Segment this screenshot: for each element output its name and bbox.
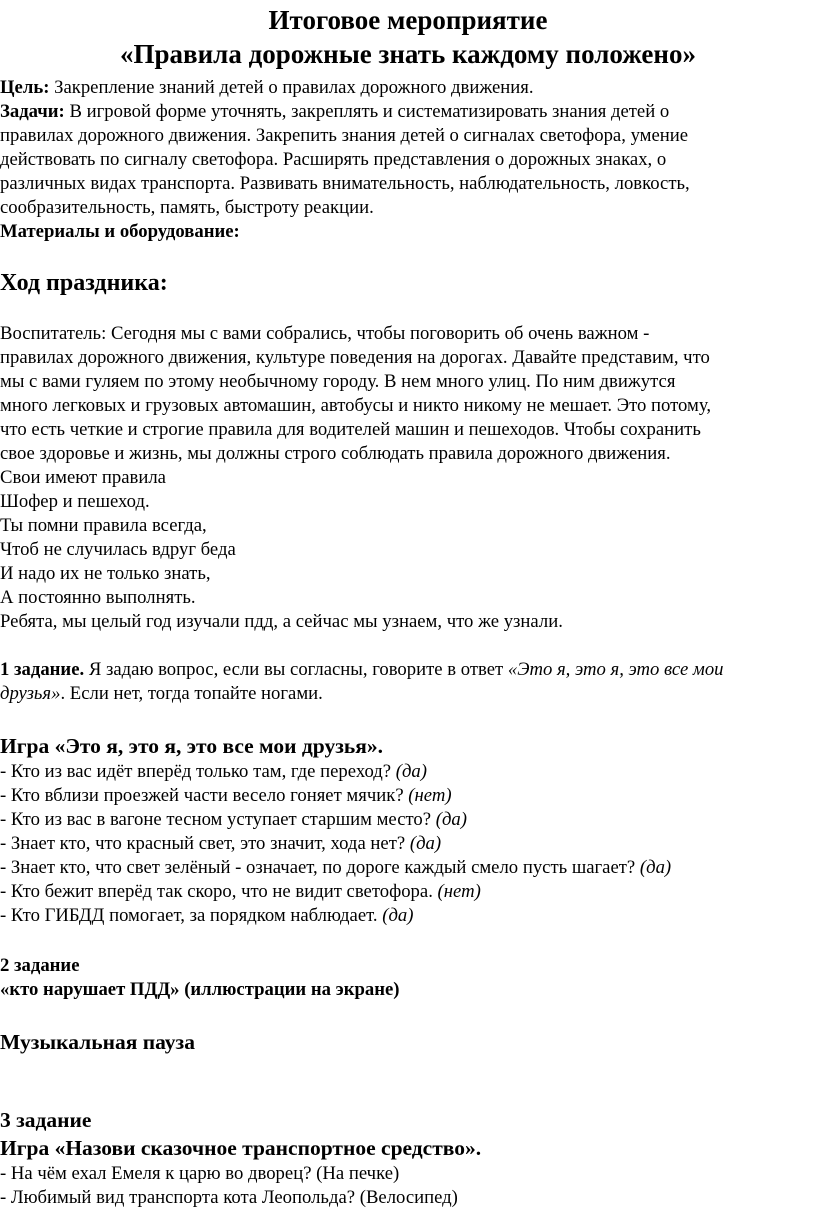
task1-line	[0, 682, 323, 706]
task1-quote-cont: друзья»	[0, 683, 61, 704]
answer-text: (нет)	[408, 785, 452, 806]
game1-item	[0, 856, 671, 880]
poem-line: Шофер и пешеход.	[0, 491, 150, 512]
intro-line: много легковых и грузовых автомашин, автобусы и никто никому не мешает. Это потому,	[0, 395, 712, 416]
tasks-label: Задачи:	[0, 101, 65, 122]
game1-item	[0, 784, 452, 808]
task2-subtitle: «кто нарушает ПДД» (иллюстрации на экране)	[0, 979, 400, 1000]
game1-item	[0, 760, 427, 784]
tasks-line: различных видах транспорта. Развивать внимательность, наблюдательность, ловкость,	[0, 173, 690, 194]
question-text: - Кто из вас идёт вперёд только там, где переход?	[0, 761, 396, 782]
answer-text: (да)	[382, 905, 414, 926]
question-text: - Кто вблизи проезжей части весело гоняет мячик?	[0, 785, 409, 806]
poem-line: А постоянно выполнять.	[0, 587, 196, 608]
tasks-line	[0, 100, 669, 124]
game1-item	[0, 808, 467, 832]
answer-text: (нет)	[437, 881, 481, 902]
tasks-text: В игровой форме уточнять, закреплять и систематизировать знания детей о	[64, 101, 670, 122]
poem-line: Чтоб не случилась вдруг беда	[0, 539, 236, 560]
task2-label: 2 задание	[0, 955, 80, 976]
answer-text: (да)	[639, 857, 672, 878]
game2-item: - Любимый вид транспорта кота Леопольда? (Велосипед)	[0, 1187, 458, 1208]
poem-line: И надо их не только знать,	[0, 563, 211, 584]
answer-text: (да)	[409, 833, 442, 854]
intro-line: что есть четкие и строгие правила для водителей машин и пешеходов. Чтобы сохранить	[0, 419, 701, 440]
game1-title: Игра «Это я, это я, это все мои друзья».	[0, 734, 383, 758]
intro-line: правилах дорожного движения, культуре поведения на дорогах. Давайте представим, что	[0, 347, 710, 368]
poem-line: Свои имеют правила	[0, 467, 166, 488]
progress-heading: Ход праздника:	[0, 270, 168, 296]
task1-quote: «Это я, это я, это все мои	[507, 659, 724, 680]
materials-heading: Материалы и оборудование:	[0, 221, 240, 242]
question-text: - Знает кто, что свет зелёный - означает, по дороге каждый смело пусть шагает?	[0, 857, 640, 878]
task1-text-end: . Если нет, тогда топайте ногами.	[60, 683, 323, 704]
task1-line	[0, 658, 724, 682]
tasks-line: правилах дорожного движения. Закрепить знания детей о сигналах светофора, умение	[0, 125, 689, 146]
answer-text: (да)	[435, 809, 467, 830]
music-pause-heading: Музыкальная пауза	[0, 1030, 195, 1054]
goal-line	[0, 76, 534, 100]
question-text: - Знает кто, что красный свет, это значит, хода нет?	[0, 833, 410, 854]
poem-line: Ты помни правила всегда,	[0, 515, 207, 536]
answer-text: (да)	[395, 761, 427, 782]
game2-item: - На чём ехал Емеля к царю во дворец? (На печке)	[0, 1163, 400, 1184]
intro-line: мы с вами гуляем по этому необычному городу. В нем много улиц. По ним движутся	[0, 371, 676, 392]
intro-line: Воспитатель: Сегодня мы с вами собрались, чтобы поговорить об очень важном -	[0, 323, 650, 344]
task3-label: 3 задание	[0, 1108, 92, 1132]
intro-line: свое здоровье и жизнь, мы должны строго соблюдать правила дорожного движения.	[0, 443, 671, 464]
game2-title: Игра «Назови сказочное транспортное средство».	[0, 1136, 482, 1160]
tasks-line: сообразительность, память, быстроту реакции.	[0, 197, 374, 218]
task1-label: 1 задание.	[0, 659, 85, 680]
game1-item	[0, 880, 481, 904]
question-text: - Кто бежит вперёд так скоро, что не видит светофора.	[0, 881, 438, 902]
game1-item	[0, 832, 441, 856]
question-text: - Кто из вас в вагоне тесном уступает старшим место?	[0, 809, 436, 830]
goal-label: Цель:	[0, 77, 50, 98]
game1-item	[0, 904, 413, 928]
intro-line: Ребята, мы целый год изучали пдд, а сейчас мы узнаем, что же узнали.	[0, 611, 563, 632]
title-line-1: Итоговое мероприятие	[268, 5, 548, 35]
question-text: - Кто ГИБДД помогает, за порядком наблюдает.	[0, 905, 383, 926]
tasks-line: действовать по сигналу светофора. Расширять представления о дорожных знаках, о	[0, 149, 667, 170]
task1-text: Я задаю вопрос, если вы согласны, говорите в ответ	[84, 659, 508, 680]
title-line-2: «Правила дорожные знать каждому положено»	[120, 39, 696, 69]
goal-text: Закрепление знаний детей о правилах дорожного движения.	[49, 77, 534, 98]
